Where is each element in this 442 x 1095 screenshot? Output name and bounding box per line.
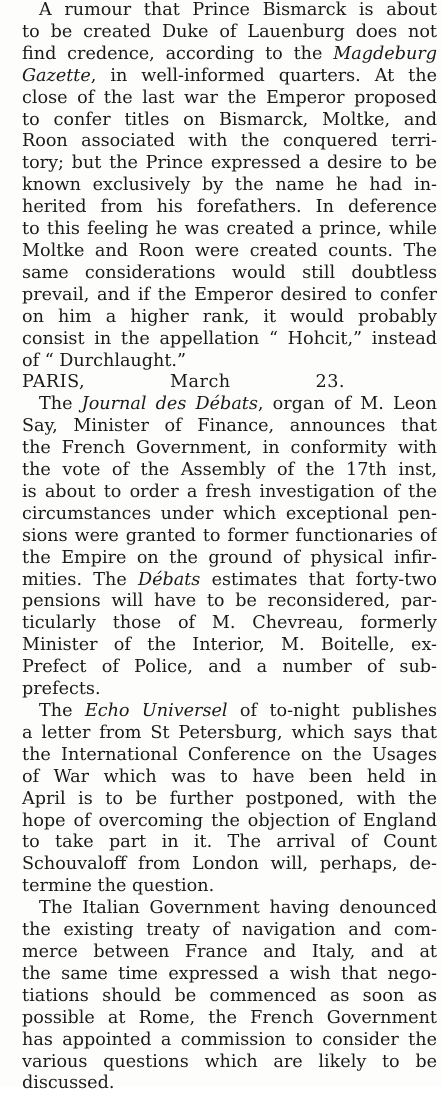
text-line: to confer titles on Bismarck, Moltke, and — [22, 109, 437, 130]
text-line: ticularly those of M. Chevreau, formerly — [22, 613, 437, 634]
text-line: discussed. — [22, 1073, 115, 1094]
text-line: to be created Duke of Lauenburg does not — [22, 21, 437, 42]
dateline: PARIS, March 23. — [22, 372, 345, 393]
text-line: Gazette, in well-informed quarters. At the — [22, 65, 437, 86]
text-line: hope of overcoming the objection of England — [22, 810, 437, 831]
dateline-paragraph — [5, 372, 437, 394]
text-line: termine the question. — [22, 876, 215, 897]
text-line: circumstances under which exceptional pen- — [22, 503, 437, 524]
text-line: mities. The Débats estimates that forty-two — [22, 569, 437, 590]
text-line: Roon associated with the conquered terri- — [22, 131, 437, 152]
text-line: Say, Minister of Finance, announces that — [22, 416, 437, 437]
text-line: tiations should be commenced as soon as — [22, 985, 437, 1006]
text-line: possible at Rome, the French Government — [22, 1007, 437, 1028]
text-line: sions were granted to former functionaries of — [22, 525, 437, 546]
text-line: merce between France and Italy, and at — [22, 941, 437, 962]
text-line: April is to be further postponed, with the — [22, 788, 437, 809]
text-line: on him a higher rank, it would probably — [22, 306, 437, 327]
text-line: pensions will have to be reconsidered, par- — [22, 591, 437, 612]
text-line: The Echo Universel of to-night publishes — [39, 701, 437, 721]
text-line: The Italian Government having denounced — [39, 898, 437, 919]
paragraph-bismarck — [5, 0, 437, 372]
text-line: of “ Durchlaught.” — [22, 350, 187, 371]
text-line: of War which was to have been held in — [22, 766, 437, 787]
text-line: the International Conference on the Usages — [22, 744, 437, 765]
text-line: A rumour that Prince Bismarck is about — [39, 0, 437, 20]
text-line: the Empire on the ground of physical infir- — [22, 547, 437, 568]
paragraph-debats — [5, 394, 437, 701]
text-line: Prefect of Police, and a number of sub- — [22, 657, 437, 678]
text-line: The Journal des Débats, organ of M. Leon — [39, 394, 437, 415]
text-line: find credence, according to the Magdeburg — [22, 43, 437, 64]
text-line: to take part in it. The arrival of Count — [22, 832, 437, 853]
text-line: prevail, and if the Emperor desired to confer — [22, 284, 437, 305]
text-line: to this feeling he was created a prince, while — [22, 219, 437, 240]
text-line: the existing treaty of navigation and com- — [22, 920, 437, 941]
text-line: a letter from St Petersburg, which says that — [22, 722, 437, 743]
text-line: Minister of the Interior, M. Boitelle, ex- — [22, 635, 437, 656]
text-line: the French Government, in conformity with — [22, 438, 437, 459]
text-line: herited from his forefathers. In deference — [22, 197, 437, 218]
text-line: tory; but the Prince expressed a desire to be — [22, 153, 437, 174]
text-line: Schouvaloff from London will, perhaps, de- — [22, 854, 437, 875]
text-line: close of the last war the Emperor proposed — [22, 87, 437, 108]
text-line: Moltke and Roon were created counts. The — [22, 240, 437, 261]
text-line: various questions which are likely to be — [22, 1051, 437, 1072]
text-line: consist in the appellation “ Hohcit,” instead — [22, 328, 437, 349]
text-line: same considerations would still doubtless — [22, 262, 437, 283]
text-line: the same time expressed a wish that nego- — [22, 963, 437, 984]
text-line: prefects. — [22, 679, 101, 700]
paragraph-italian-treaty — [5, 898, 437, 1095]
text-line: has appointed a commission to consider the — [22, 1029, 437, 1050]
text-line: known exclusively by the name he had in- — [22, 175, 437, 196]
text-line: the vote of the Assembly of the 17th inst, — [22, 460, 437, 481]
text-line: is about to order a fresh investigation of the — [22, 481, 437, 502]
paragraph-echo-universel — [5, 701, 437, 898]
article-column — [5, 0, 437, 1095]
